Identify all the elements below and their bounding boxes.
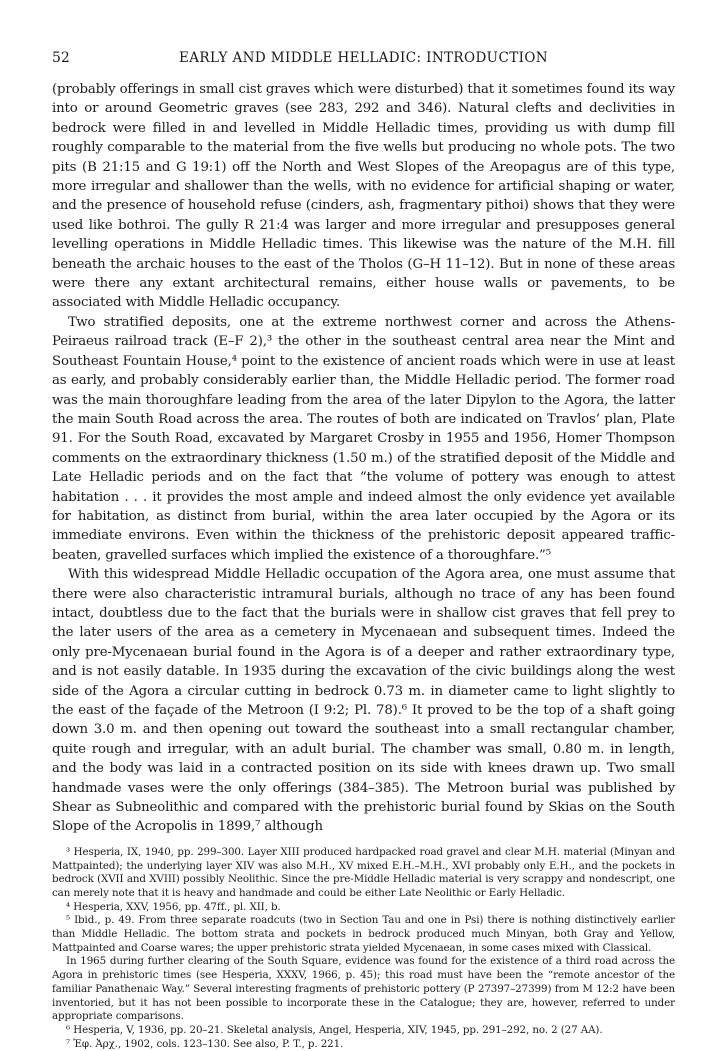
footnote-5: ⁵ Ibid., p. 49. From three separate roadcuts (two in Section Tau and one in Psi) there is nothing distinctively earlier than Middle Helladic. The bottom strata and pockets in bedrock produced much Minyan, both Gray and Yellow, Mattpainted and Coarse wares; the upper prehistoric strata yielded Mycenaean, in some cases mixed with Classical.	[52, 914, 675, 954]
paragraph: Two stratified deposits, one at the extreme northwest corner and across the Athens-Peiraeus railroad track (E–F 2),³ the other in the southeast central area near the Mint and Southeast Fountain House,⁴ point to the existence of ancient roads which were in use at least as early, and probably considerably earlier than, the Middle Helladic period. The former road was the main thoroughfare leading from the area of the later Dipylon to the Agora, the latter the main South Road across the area. The routes of both are indicated on Travlos’ plan, Plate 91. For the South Road, excavated by Margaret Crosby in 1955 and 1956, Homer Thompson comments on the extraordinary thickness (1.50 m.) of the stratified deposit of the Middle and Late Helladic periods and on the fact that “the volume of pottery was enough to attest habitation . . . it provides the most ample and indeed almost the only evidence yet available for habitation, as distinct from burial, within the area later occupied by the Agora or its immediate environs. Even within the thickness of the prehistoric deposit appeared traffic-beaten, gravelled surfaces which implied the existence of a thoroughfare.”⁵	[52, 314, 675, 563]
paragraph: With this widespread Middle Helladic occupation of the Agora area, one must assume that there were also characteristic intramural burials, although no trace of any has been found intact, doubtless due to the fact that the burials were in shallow cist graves that fell prey to the later users of the area as a cemetery in Mycenaean and subsequent times. Indeed the only pre-Mycenaean burial found in the Agora is of a deeper and rather extraordinary type, and is not easily datable. In 1935 during the excavation of the civic buildings along the west side of the Agora a circular cutting in bedrock 0.73 m. in diameter came to light slightly to the east of the façade of the Metroon (I 9:2; Pl. 78).⁶ It proved to be the top of a shaft going down 3.0 m. and then opening out toward the southeast into a small rectangular chamber, quite rough and irregular, with an adult burial. The chamber was small, 0.80 m. in length, and the body was laid in a contracted position on its side with knees drawn up. Two small handmade vases were the only offerings (384–385). The Metroon burial was published by Shear as Subneolithic and compared with the prehistoric burial found by Skias on the South Slope of the Acropolis in 1899,⁷ although	[52, 567, 675, 835]
body-text	[52, 80, 675, 837]
paragraph: (probably offerings in small cist graves which were disturbed) that it sometimes found its way into or around Geometric graves (see 283, 292 and 346). Natural clefts and declivities in bedrock were filled in and levelled in Middle Helladic times, providing us with dump fill roughly comparable to the material from the five wells but producing no whole pots. The two pits (B 21:15 and G 19:1) off the North and West Slopes of the Areopagus are of this type, more irregular and shallower than the wells, with no evidence for artificial shaping or water, and the presence of household refuse (cinders, ash, fragmentary pithoi) shows that they were used like bothroi. The gully R 21:4 was larger and more irregular and presupposes general levelling operations in Middle Helladic times. This likewise was the nature of the M.H. fill beneath the archaic houses to the east of the Tholos (G–H 11–12). But in none of these areas were there any extant architectural remains, either house walls or pavements, to be associated with Middle Helladic occupancy.	[52, 82, 675, 311]
footnote-4: ⁴ Hesperia, XXV, 1956, pp. 47ff., pl. XII, b.	[66, 900, 281, 913]
footnote-5-continuation: In 1965 during further clearing of the South Square, evidence was found for the existence of a third road across the Agora in prehistoric times (see Hesperia, XXXV, 1966, p. 45); this road must have been the “remote ancestor of the familiar Panathenaic Way.” Several interesting fragments of prehistoric pottery (P 27397–27399) from M 12:2 have been inventoried, but it has not been possible to incorporate these in the Catalogue; they are, however, referred to under appropriate comparisons.	[52, 955, 675, 1023]
page	[52, 50, 675, 1051]
page-number: 52	[52, 50, 70, 66]
footnote-6: ⁶ Hesperia, V, 1936, pp. 20–21. Skeletal analysis, Angel, Hesperia, XIV, 1945, pp. 291–292, no. 2 (27 AA).	[66, 1023, 603, 1036]
running-title: EARLY AND MIDDLE HELLADIC: INTRODUCTION	[178, 50, 549, 66]
running-head	[52, 50, 675, 80]
footnote-7: ⁷ Ἐφ. Ἀρχ., 1902, cols. 123–130. See also, P. T., p. 221.	[66, 1037, 344, 1050]
footnotes	[52, 846, 675, 1051]
footnote-3: ³ Hesperia, IX, 1940, pp. 299–300. Layer XIII produced hardpacked road gravel and clear M.H. material (Minyan and Mattpainted); the underlying layer XIV was also M.H., XV mixed E.H.–M.H., XVI probably only E.H., and the pockets in bedrock (XVII and XVIII) possibly Neolithic. Since the pre-Middle Helladic material is very scrappy and nondescript, one can merely note that it is heavy and handmade and could be either Late Neolithic or Early Helladic.	[52, 845, 675, 899]
